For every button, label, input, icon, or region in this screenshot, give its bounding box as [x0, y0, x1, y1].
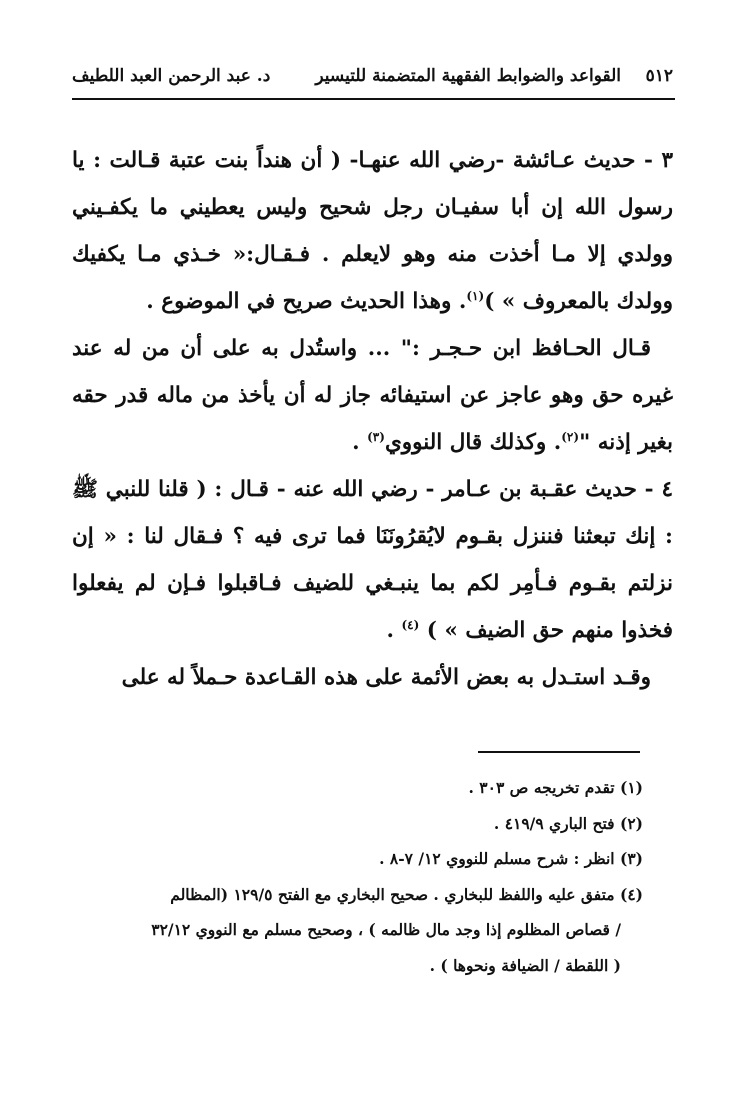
footnote-3: (٣) انظر : شرح مسلم للنووي ١٢/ ٧-٨ . [379, 849, 643, 868]
header-rule [72, 98, 675, 100]
paragraph-text: قـال الحـافظ ابن حـجـر :" ... واستُدل به على أن من له عند غيره حق وهو عاجز عن استيفائه جاز له أن يأخذ من ماله قدر حقه بغير إذنه " [72, 336, 673, 455]
paragraph-text-mid: . وكذلك قال النووي [384, 430, 562, 455]
paragraph-continuation [72, 654, 673, 701]
footnote-ref-2: (٢) [561, 429, 580, 444]
paragraph-hadith-aisha [72, 137, 673, 325]
page-number: ٥١٢ [645, 66, 673, 86]
footnote-ref-4: (٤) [401, 617, 420, 632]
paragraph-ibn-hajar [72, 325, 673, 466]
footnote-2: (٢) فتح الباري ٤١٩/٩ . [493, 813, 643, 833]
footnote-4: (٤) متفق عليه واللفظ للبخاري . صحيح البخاري مع الفتح ١٢٩/٥ (المظالم [170, 884, 643, 904]
footnote-1: (١) تقدم تخريجه ص ٣٠٣ . [468, 778, 643, 797]
footnote-ref-3: (٣) [367, 429, 385, 444]
paragraph-text: وقـد استـدل به بعض الأئمة على هذه القـاعدة حـملاً له على [121, 665, 651, 690]
paragraph-text: ٤ - حديث عقـبة بن عـامر - رضي الله عنه - قـال : ( قلنا للنبي ﷺ : إنك تبعثنا فننزل بقـوم لايُقرُونَنَا فما ترى فيه ؟ فـقال لنا : « إن نزلتم بقـوم فـأمِر لكم بما ينبـغي للضيف فـاقبلوا فـإن لم يفعلوا فخذوا منهم حق الضيف » ) [72, 477, 673, 643]
main-text [72, 137, 673, 701]
author-name: د. عبد الرحمن العبد اللطيف [72, 66, 271, 86]
footnote-ref-1: (١) [466, 288, 485, 303]
paragraph-text-tail: . [386, 618, 394, 643]
page-header [72, 58, 673, 94]
paragraph-text: ٣ - حديث عـائشة -رضي الله عنهـا- ( أن هنداً بنت عتبة قـالت : يا رسول الله إن أبا سفيـان رجل شحيح وليس يعطيني ما يكفـيني وولدي إلا مـا أخذت منه وهو لايعلم . فـقـال:« خـذي مـا يكفيك وولدك بالمعروف » ) [72, 148, 673, 314]
footnotes [72, 770, 643, 983]
paragraph-text-tail: . وهذا الحديث صريح في الموضوع . [146, 289, 467, 314]
footnote-4-continued-2: ( اللقطة / الضيافة ونحوها ) . [429, 955, 621, 975]
footnote-separator [478, 751, 640, 753]
book-title: القواعد والضوابط الفقهية المتضمنة للتيسير [315, 66, 621, 86]
paragraph-hadith-uqba [72, 466, 673, 654]
footnote-4-continued: / قصاص المظلوم إذا وجد مال ظالمه ) ، وصحيح مسلم مع النووي ٣٢/١٢ [151, 920, 621, 939]
paragraph-text-tail: . [352, 430, 360, 455]
